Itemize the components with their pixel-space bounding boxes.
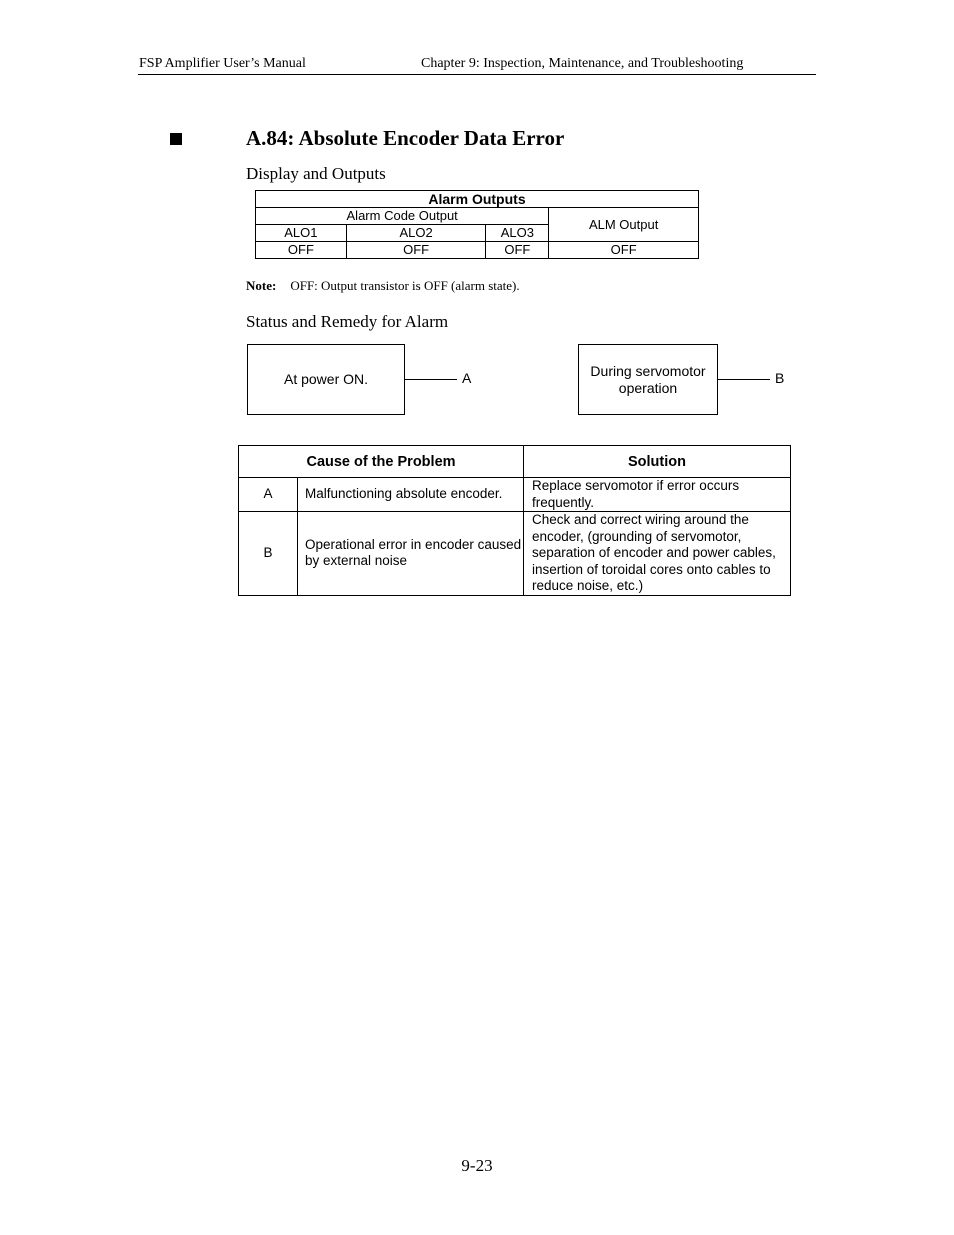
alarm-outputs-table [255,190,699,259]
status-box-servomotor-operation [578,344,718,415]
solution-header: Solution [524,446,791,478]
alarm-code-output-header: Alarm Code Output [256,208,549,225]
display-outputs-heading: Display and Outputs [246,164,386,183]
status-label-a: A [462,370,472,386]
connector-line-b [718,379,770,380]
row-solution: Replace servomotor if error occurs frequently. [524,478,791,512]
alm-output-header: ALM Output [549,208,699,242]
connector-line-a [405,379,457,380]
status-box-power-on-label: At power ON. [283,371,369,387]
row-cause: Malfunctioning absolute encoder. [298,478,524,512]
alo3-header: ALO3 [486,225,549,242]
alm-value: OFF [549,242,699,259]
status-remedy-heading: Status and Remedy for Alarm [246,312,449,331]
status-box-b-line2: operation [618,379,678,396]
cause-header: Cause of the Problem [239,446,524,478]
status-box-power-on [247,344,405,415]
alo2-value: OFF [346,242,486,259]
section-title: A.84: Absolute Encoder Data Error [246,126,565,150]
status-box-b-line1: During servomotor [590,362,706,379]
alo1-value: OFF [256,242,347,259]
header-manual-title: FSP Amplifier User’s Manual [139,56,306,71]
cause-solution-table [238,445,791,596]
page-number: 9-23 [461,1156,493,1175]
alo3-value: OFF [486,242,549,259]
table-row [239,512,791,596]
row-id: A [239,478,298,512]
header-chapter-title: Chapter 9: Inspection, Maintenance, and Troubleshooting [421,56,744,71]
square-bullet-icon [170,133,182,145]
alo1-header: ALO1 [256,225,347,242]
note [246,278,520,294]
table-row [239,478,791,512]
note-label: Note: [246,278,277,293]
row-cause: Operational error in encoder caused by external noise [298,512,524,596]
alo2-header: ALO2 [346,225,486,242]
alarm-outputs-title: Alarm Outputs [256,191,699,208]
row-id: B [239,512,298,596]
row-solution: Check and correct wiring around the encoder, (grounding of servomotor, separation of encoder and power cables, insertion of toroidal cores onto cables to reduce noise, etc.) [524,512,791,596]
header-rule [138,74,816,75]
note-text: OFF: Output transistor is OFF (alarm state). [290,278,520,293]
status-label-b: B [775,370,785,386]
